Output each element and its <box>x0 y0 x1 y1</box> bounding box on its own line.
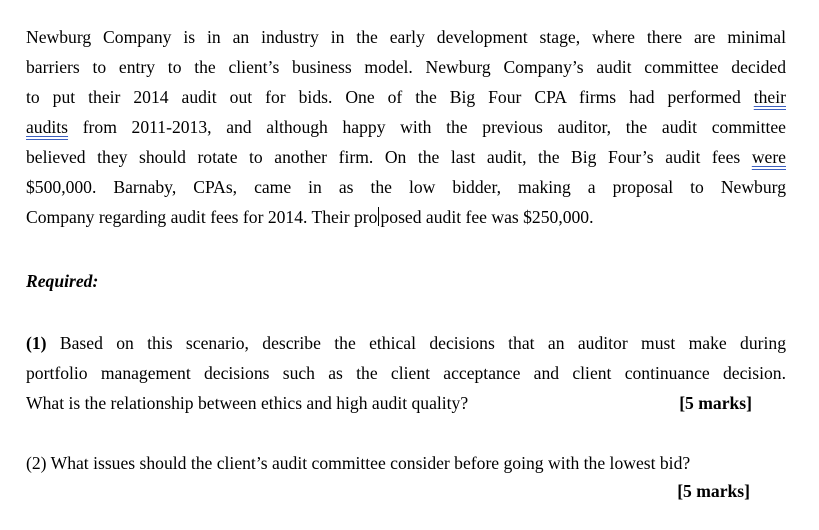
scenario-line-7-text-b: posed audit fee was $250,000. <box>380 207 594 227</box>
question-2-marks: [5 marks] <box>677 481 750 501</box>
question-1-line-3 <box>26 388 786 418</box>
scenario-line-1: Newburg Company is in an industry in the early development stage, where there are minimal <box>26 27 786 47</box>
grammar-flag-were[interactable]: were <box>751 147 786 167</box>
scenario-line-4 <box>26 112 786 142</box>
question-2-text: (2) What issues should the client’s audit committee consider before going with the lowest bid? <box>26 453 691 473</box>
document-page <box>26 22 786 501</box>
grammar-flag-their[interactable]: their <box>753 87 786 107</box>
question-1-line-1 <box>26 328 786 358</box>
question-2 <box>26 448 786 504</box>
question-1-line-3-text: What is the relationship between ethics and high audit quality? <box>26 393 469 413</box>
scenario-line-5-text: believed they should rotate to another firm. On the last audit, the Big Four’s audit fees <box>26 147 752 167</box>
scenario-line-6: $500,000. Barnaby, CPAs, came in as the low bidder, making a proposal to Newburg <box>26 177 786 197</box>
scenario-line-7-text-a: Company regarding audit fees for 2014. Their pro <box>26 207 378 227</box>
question-1-marks: [5 marks] <box>679 393 752 413</box>
question-1-line-1-text: Based on this scenario, describe the ethical decisions that an auditor must make during <box>46 333 786 353</box>
scenario-line-4-text: from 2011-2013, and although happy with the previous auditor, the audit committee <box>68 117 786 137</box>
scenario-line-2: barriers to entry to the client’s business model. Newburg Company’s audit committee decided <box>26 57 786 77</box>
question-1-number: (1) <box>26 333 47 353</box>
question-1 <box>26 328 786 418</box>
scenario-paragraph <box>26 22 786 232</box>
scenario-line-7 <box>26 202 786 232</box>
scenario-line-3-text: to put their 2014 audit out for bids. One of the Big Four CPA firms had performed <box>26 87 754 107</box>
question-1-line-2: portfolio management decisions such as the client acceptance and client continuance decision. <box>26 363 786 383</box>
required-heading: Required: <box>26 271 99 291</box>
scenario-line-5 <box>26 142 786 172</box>
scenario-line-3 <box>26 82 786 112</box>
grammar-flag-audits[interactable]: audits <box>26 117 69 137</box>
